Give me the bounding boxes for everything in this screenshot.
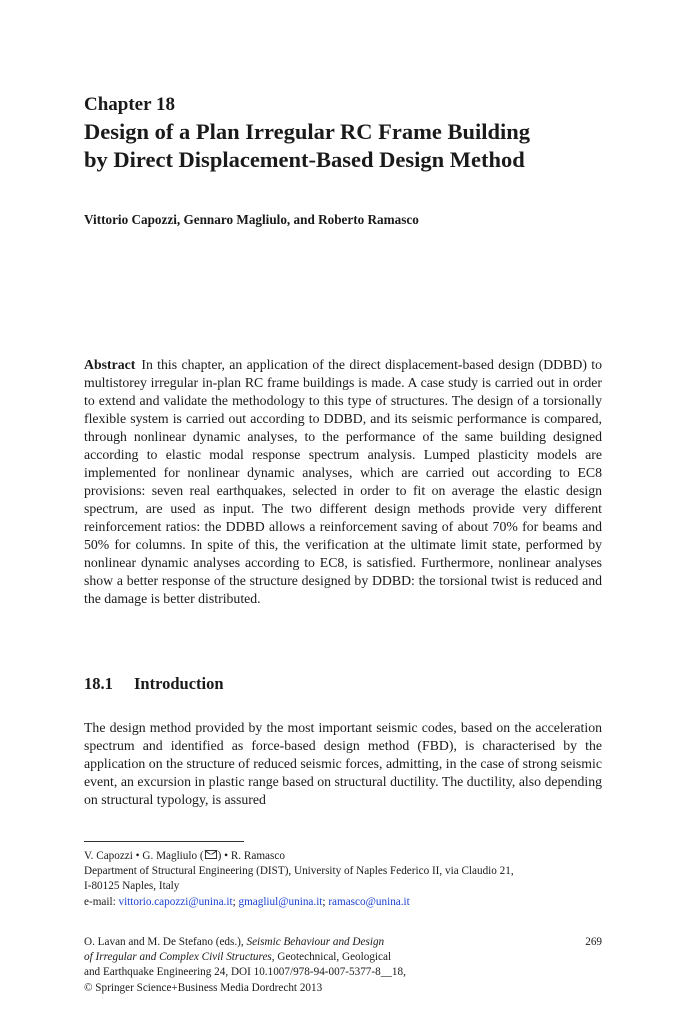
- author-footnote: [84, 849, 602, 910]
- abstract-label: Abstract: [84, 357, 136, 372]
- abstract: [84, 356, 602, 608]
- book-title-part1: Seismic Behaviour and Design: [246, 936, 385, 948]
- section-heading: [84, 674, 224, 694]
- abstract-text: In this chapter, an application of the direct displacement-based design (DDBD) to multistorey irregular in-plan RC frame buildings is made. A case study is carried out in order to extend and validate the methodology to this type of structures. The design of a torsionally flexible system is carried out according to DDBD, and its seismic performance is compared, through nonlinear dynamic analyses, to the performance of the same building designed according to elastic modal response spectrum analysis. Lumped plasticity models are implemented for nonlinear dynamic analyses, which are carried out according to EC8 provisions: seven real earthquakes, selected in order to fit on average the elastic design spectrum, are used as input. The two different design methods provide very different reinforcement ratios: the DDBD allows a reinforcement saving of about 70% for beams and 50% for columns. In spite of this, the verification at the ultimate limit state, performed by nonlinear dynamic analyses according to EC8, is satisfied. Furthermore, nonlinear analyses show a better response of the structure designed by DDBD: the torsional twist is reduced and the damage is better distributed.: [84, 357, 602, 606]
- chapter-label: Chapter 18: [84, 94, 175, 115]
- email-separator: ;: [322, 895, 329, 908]
- footnote-authors: [84, 849, 602, 864]
- series-name: , Geotechnical, Geological: [271, 951, 392, 964]
- publisher-info: [84, 935, 602, 996]
- footnote-emails: [84, 895, 602, 910]
- email-link-magliulo[interactable]: gmagliul@unina.it: [238, 895, 323, 908]
- chapter-title-line1: Design of a Plan Irregular RC Frame Building: [84, 119, 531, 144]
- editors: O. Lavan and M. De Stefano (eds.),: [84, 936, 247, 948]
- footnote-divider: [84, 841, 244, 842]
- footnote-affiliation-line2: I-80125 Naples, Italy: [84, 880, 180, 893]
- publisher-line2: [84, 950, 602, 965]
- author-list: Vittorio Capozzi, Gennaro Magliulo, and Roberto Ramasco: [84, 212, 419, 227]
- publisher-line3: and Earthquake Engineering 24, DOI 10.1007/978-94-007-5377-8__18,: [84, 966, 406, 979]
- section-number: 18.1: [84, 674, 113, 693]
- page-number: 269: [585, 936, 602, 948]
- chapter-title-line2: by Direct Displacement-Based Design Method: [84, 147, 525, 172]
- footnote-authors-prefix: V. Capozzi • G. Magliulo (: [84, 850, 204, 862]
- book-title-part2: of Irregular and Complex Civil Structures: [84, 951, 272, 964]
- introduction-text: The design method provided by the most important seismic codes, based on the acceleration spectrum and identified as force-based design method (FBD), is characterised by the application on the structure of reduced seismic forces, admitting, in the case of strong seismic event, an excursion in plastic range based on structural ductility. The ductility, also depending on structural typology, is assured: [84, 720, 602, 807]
- chapter-title: [84, 118, 602, 174]
- section-title: Introduction: [134, 674, 224, 693]
- publisher-line1: [84, 935, 602, 950]
- copyright: © Springer Science+Business Media Dordrecht 2013: [84, 981, 323, 994]
- email-link-capozzi[interactable]: vittorio.capozzi@unina.it: [118, 895, 233, 908]
- email-label: e-mail:: [84, 895, 119, 908]
- email-separator: ;: [232, 895, 239, 908]
- email-link-ramasco[interactable]: ramasco@unina.it: [328, 895, 410, 908]
- footnote-affiliation-line1: Department of Structural Engineering (DIST), University of Naples Federico II, via Claudio 21,: [84, 865, 514, 878]
- envelope-icon: [205, 850, 217, 859]
- footnote-authors-suffix: ) • R. Ramasco: [217, 850, 285, 862]
